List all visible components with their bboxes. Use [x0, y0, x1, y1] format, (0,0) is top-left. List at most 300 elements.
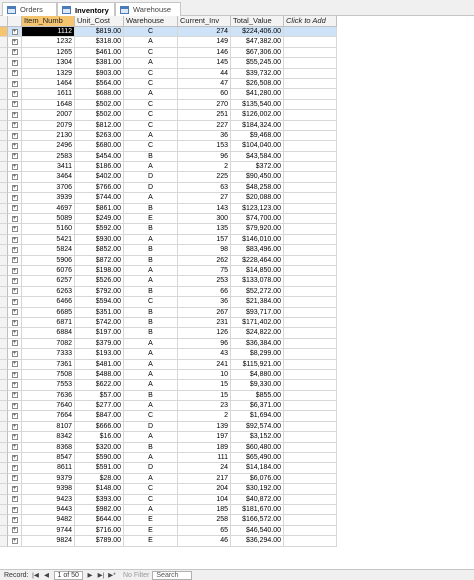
next-record-button[interactable]: ▶ [87, 572, 93, 579]
record-selector[interactable] [0, 287, 8, 297]
cell-item-number[interactable]: 8547 [22, 453, 75, 463]
cell-click-to-add[interactable] [284, 360, 337, 370]
cell-item-number[interactable]: 8107 [22, 422, 75, 432]
cell-total-value[interactable]: $74,700.00 [231, 214, 284, 224]
expand-subdatasheet-button[interactable] [8, 69, 22, 79]
cell-unit-cost[interactable]: $594.00 [75, 297, 124, 307]
expand-subdatasheet-button[interactable] [8, 526, 22, 536]
cell-item-number[interactable]: 6466 [22, 297, 75, 307]
cell-warehouse[interactable]: C [124, 69, 178, 79]
cell-unit-cost[interactable]: $28.00 [75, 474, 124, 484]
record-selector[interactable] [0, 131, 8, 141]
cell-current-inv[interactable]: 135 [178, 224, 231, 234]
expand-subdatasheet-button[interactable] [8, 245, 22, 255]
cell-item-number[interactable]: 6884 [22, 328, 75, 338]
cell-unit-cost[interactable]: $903.00 [75, 69, 124, 79]
cell-click-to-add[interactable] [284, 453, 337, 463]
record-selector[interactable] [0, 162, 8, 172]
record-selector[interactable] [0, 48, 8, 58]
cell-click-to-add[interactable] [284, 308, 337, 318]
cell-item-number[interactable]: 5421 [22, 235, 75, 245]
table-row[interactable] [0, 318, 337, 328]
cell-warehouse[interactable]: B [124, 318, 178, 328]
cell-item-number[interactable]: 3464 [22, 172, 75, 182]
select-all-corner[interactable] [0, 16, 8, 27]
cell-unit-cost[interactable]: $852.00 [75, 245, 124, 255]
table-row[interactable] [0, 411, 337, 421]
cell-warehouse[interactable]: A [124, 162, 178, 172]
expand-subdatasheet-button[interactable] [8, 401, 22, 411]
record-selector[interactable] [0, 463, 8, 473]
cell-click-to-add[interactable] [284, 422, 337, 432]
cell-current-inv[interactable]: 274 [178, 27, 231, 37]
expand-subdatasheet-button[interactable] [8, 515, 22, 525]
cell-click-to-add[interactable] [284, 204, 337, 214]
cell-current-inv[interactable]: 36 [178, 131, 231, 141]
cell-unit-cost[interactable]: $148.00 [75, 484, 124, 494]
cell-click-to-add[interactable] [284, 474, 337, 484]
cell-click-to-add[interactable] [284, 193, 337, 203]
table-row[interactable] [0, 89, 337, 99]
record-selector[interactable] [0, 110, 8, 120]
cell-warehouse[interactable]: C [124, 79, 178, 89]
record-selector[interactable] [0, 453, 8, 463]
table-row[interactable] [0, 484, 337, 494]
column-header-total-value[interactable]: Total_Value [231, 16, 284, 27]
cell-item-number[interactable]: 6257 [22, 276, 75, 286]
cell-current-inv[interactable]: 46 [178, 536, 231, 546]
expand-subdatasheet-button[interactable] [8, 453, 22, 463]
cell-unit-cost[interactable]: $193.00 [75, 349, 124, 359]
cell-total-value[interactable]: $146,010.00 [231, 235, 284, 245]
expand-subdatasheet-button[interactable] [8, 37, 22, 47]
cell-current-inv[interactable]: 300 [178, 214, 231, 224]
cell-click-to-add[interactable] [284, 58, 337, 68]
cell-warehouse[interactable]: A [124, 193, 178, 203]
cell-item-number[interactable]: 5824 [22, 245, 75, 255]
cell-total-value[interactable]: $6,076.00 [231, 474, 284, 484]
table-row[interactable] [0, 48, 337, 58]
record-selector[interactable] [0, 432, 8, 442]
first-record-button[interactable]: |◀ [32, 572, 39, 579]
cell-total-value[interactable]: $181,670.00 [231, 505, 284, 515]
column-header-item-number[interactable]: Item_Numb [22, 16, 75, 27]
cell-total-value[interactable]: $133,078.00 [231, 276, 284, 286]
record-selector[interactable] [0, 214, 8, 224]
cell-click-to-add[interactable] [284, 287, 337, 297]
cell-unit-cost[interactable]: $502.00 [75, 100, 124, 110]
cell-item-number[interactable]: 7640 [22, 401, 75, 411]
record-selector[interactable] [0, 308, 8, 318]
cell-click-to-add[interactable] [284, 297, 337, 307]
cell-warehouse[interactable]: C [124, 141, 178, 151]
cell-current-inv[interactable]: 98 [178, 245, 231, 255]
table-row[interactable] [0, 505, 337, 515]
cell-warehouse[interactable]: A [124, 339, 178, 349]
cell-warehouse[interactable]: C [124, 495, 178, 505]
cell-click-to-add[interactable] [284, 183, 337, 193]
cell-total-value[interactable]: $171,402.00 [231, 318, 284, 328]
expand-subdatasheet-button[interactable] [8, 484, 22, 494]
cell-total-value[interactable]: $43,584.00 [231, 152, 284, 162]
cell-current-inv[interactable]: 153 [178, 141, 231, 151]
cell-unit-cost[interactable]: $16.00 [75, 432, 124, 442]
cell-item-number[interactable]: 1265 [22, 48, 75, 58]
table-row[interactable] [0, 308, 337, 318]
cell-click-to-add[interactable] [284, 349, 337, 359]
cell-item-number[interactable]: 7664 [22, 411, 75, 421]
cell-total-value[interactable]: $20,088.00 [231, 193, 284, 203]
filter-indicator[interactable]: No Filter [122, 571, 150, 579]
cell-item-number[interactable]: 8342 [22, 432, 75, 442]
expand-subdatasheet-button[interactable] [8, 443, 22, 453]
cell-item-number[interactable]: 6076 [22, 266, 75, 276]
expand-subdatasheet-button[interactable] [8, 172, 22, 182]
cell-unit-cost[interactable]: $688.00 [75, 89, 124, 99]
expand-subdatasheet-button[interactable] [8, 328, 22, 338]
cell-unit-cost[interactable]: $766.00 [75, 183, 124, 193]
expand-subdatasheet-button[interactable] [8, 411, 22, 421]
cell-current-inv[interactable]: 96 [178, 339, 231, 349]
cell-click-to-add[interactable] [284, 89, 337, 99]
cell-unit-cost[interactable]: $57.00 [75, 391, 124, 401]
cell-warehouse[interactable]: A [124, 370, 178, 380]
record-selector[interactable] [0, 422, 8, 432]
expand-subdatasheet-button[interactable] [8, 100, 22, 110]
cell-click-to-add[interactable] [284, 121, 337, 131]
cell-current-inv[interactable]: 189 [178, 443, 231, 453]
table-row[interactable] [0, 37, 337, 47]
table-row[interactable] [0, 380, 337, 390]
cell-click-to-add[interactable] [284, 214, 337, 224]
cell-click-to-add[interactable] [284, 69, 337, 79]
record-selector[interactable] [0, 172, 8, 182]
cell-current-inv[interactable]: 60 [178, 89, 231, 99]
cell-unit-cost[interactable]: $454.00 [75, 152, 124, 162]
table-row[interactable] [0, 287, 337, 297]
cell-unit-cost[interactable]: $982.00 [75, 505, 124, 515]
cell-current-inv[interactable]: 231 [178, 318, 231, 328]
record-selector[interactable] [0, 152, 8, 162]
cell-click-to-add[interactable] [284, 256, 337, 266]
cell-warehouse[interactable]: A [124, 58, 178, 68]
cell-total-value[interactable]: $52,272.00 [231, 287, 284, 297]
record-selector[interactable] [0, 297, 8, 307]
expand-subdatasheet-button[interactable] [8, 256, 22, 266]
expand-subdatasheet-button[interactable] [8, 432, 22, 442]
expand-subdatasheet-button[interactable] [8, 276, 22, 286]
cell-warehouse[interactable]: A [124, 89, 178, 99]
record-selector[interactable] [0, 370, 8, 380]
cell-total-value[interactable]: $135,540.00 [231, 100, 284, 110]
cell-unit-cost[interactable]: $461.00 [75, 48, 124, 58]
cell-unit-cost[interactable]: $622.00 [75, 380, 124, 390]
record-selector[interactable] [0, 69, 8, 79]
record-selector[interactable] [0, 121, 8, 131]
cell-current-inv[interactable]: 66 [178, 287, 231, 297]
expand-subdatasheet-button[interactable] [8, 349, 22, 359]
table-row[interactable] [0, 110, 337, 120]
cell-click-to-add[interactable] [284, 37, 337, 47]
cell-total-value[interactable]: $115,921.00 [231, 360, 284, 370]
cell-unit-cost[interactable]: $488.00 [75, 370, 124, 380]
record-selector[interactable] [0, 27, 8, 37]
cell-total-value[interactable]: $83,496.00 [231, 245, 284, 255]
expand-subdatasheet-button[interactable] [8, 318, 22, 328]
cell-click-to-add[interactable] [284, 266, 337, 276]
record-selector[interactable] [0, 276, 8, 286]
record-selector[interactable] [0, 193, 8, 203]
cell-unit-cost[interactable]: $644.00 [75, 515, 124, 525]
cell-total-value[interactable]: $67,306.00 [231, 48, 284, 58]
expand-subdatasheet-button[interactable] [8, 121, 22, 131]
record-selector[interactable] [0, 318, 8, 328]
cell-total-value[interactable]: $79,920.00 [231, 224, 284, 234]
cell-click-to-add[interactable] [284, 401, 337, 411]
cell-total-value[interactable]: $30,192.00 [231, 484, 284, 494]
table-row[interactable] [0, 495, 337, 505]
cell-warehouse[interactable]: D [124, 422, 178, 432]
table-row[interactable] [0, 526, 337, 536]
cell-unit-cost[interactable]: $379.00 [75, 339, 124, 349]
cell-total-value[interactable]: $3,152.00 [231, 432, 284, 442]
cell-unit-cost[interactable]: $320.00 [75, 443, 124, 453]
table-row[interactable] [0, 422, 337, 432]
cell-current-inv[interactable]: 126 [178, 328, 231, 338]
table-row[interactable] [0, 152, 337, 162]
record-selector[interactable] [0, 235, 8, 245]
expand-subdatasheet-button[interactable] [8, 495, 22, 505]
table-row[interactable] [0, 121, 337, 131]
cell-current-inv[interactable]: 2 [178, 411, 231, 421]
cell-total-value[interactable]: $1,694.00 [231, 411, 284, 421]
cell-warehouse[interactable]: C [124, 100, 178, 110]
expand-subdatasheet-button[interactable] [8, 391, 22, 401]
table-row[interactable] [0, 256, 337, 266]
expand-subdatasheet-button[interactable] [8, 162, 22, 172]
cell-unit-cost[interactable]: $744.00 [75, 193, 124, 203]
cell-total-value[interactable]: $92,574.00 [231, 422, 284, 432]
cell-warehouse[interactable]: A [124, 432, 178, 442]
cell-total-value[interactable]: $48,258.00 [231, 183, 284, 193]
cell-warehouse[interactable]: A [124, 505, 178, 515]
cell-click-to-add[interactable] [284, 235, 337, 245]
cell-unit-cost[interactable]: $591.00 [75, 463, 124, 473]
record-selector[interactable] [0, 526, 8, 536]
table-row[interactable] [0, 69, 337, 79]
cell-click-to-add[interactable] [284, 370, 337, 380]
cell-unit-cost[interactable]: $351.00 [75, 308, 124, 318]
cell-current-inv[interactable]: 149 [178, 37, 231, 47]
record-selector[interactable] [0, 515, 8, 525]
cell-item-number[interactable]: 2130 [22, 131, 75, 141]
cell-item-number[interactable]: 3411 [22, 162, 75, 172]
expand-subdatasheet-button[interactable] [8, 370, 22, 380]
cell-unit-cost[interactable]: $592.00 [75, 224, 124, 234]
cell-click-to-add[interactable] [284, 380, 337, 390]
cell-total-value[interactable]: $36,384.00 [231, 339, 284, 349]
cell-total-value[interactable]: $184,324.00 [231, 121, 284, 131]
cell-warehouse[interactable]: A [124, 401, 178, 411]
expand-subdatasheet-button[interactable] [8, 214, 22, 224]
cell-item-number[interactable]: 9744 [22, 526, 75, 536]
record-selector[interactable] [0, 380, 8, 390]
cell-click-to-add[interactable] [284, 328, 337, 338]
cell-warehouse[interactable]: D [124, 183, 178, 193]
cell-unit-cost[interactable]: $481.00 [75, 360, 124, 370]
cell-unit-cost[interactable]: $502.00 [75, 110, 124, 120]
cell-current-inv[interactable]: 217 [178, 474, 231, 484]
record-selector[interactable] [0, 443, 8, 453]
table-row[interactable] [0, 360, 337, 370]
table-row[interactable] [0, 432, 337, 442]
cell-unit-cost[interactable]: $680.00 [75, 141, 124, 151]
table-row[interactable] [0, 27, 337, 37]
cell-warehouse[interactable]: C [124, 297, 178, 307]
cell-unit-cost[interactable]: $393.00 [75, 495, 124, 505]
cell-total-value[interactable]: $14,184.00 [231, 463, 284, 473]
cell-warehouse[interactable]: E [124, 536, 178, 546]
cell-current-inv[interactable]: 139 [178, 422, 231, 432]
cell-total-value[interactable]: $224,406.00 [231, 27, 284, 37]
cell-current-inv[interactable]: 44 [178, 69, 231, 79]
table-row[interactable] [0, 276, 337, 286]
cell-warehouse[interactable]: A [124, 276, 178, 286]
table-row[interactable] [0, 328, 337, 338]
cell-warehouse[interactable]: A [124, 380, 178, 390]
cell-current-inv[interactable]: 253 [178, 276, 231, 286]
record-selector[interactable] [0, 141, 8, 151]
column-header-unit-cost[interactable]: Unit_Cost [75, 16, 124, 27]
cell-click-to-add[interactable] [284, 484, 337, 494]
cell-total-value[interactable]: $41,280.00 [231, 89, 284, 99]
cell-click-to-add[interactable] [284, 318, 337, 328]
record-selector[interactable] [0, 391, 8, 401]
cell-total-value[interactable]: $123,123.00 [231, 204, 284, 214]
cell-current-inv[interactable]: 96 [178, 152, 231, 162]
cell-current-inv[interactable]: 197 [178, 432, 231, 442]
cell-unit-cost[interactable]: $198.00 [75, 266, 124, 276]
cell-click-to-add[interactable] [284, 495, 337, 505]
record-selector[interactable] [0, 536, 8, 546]
cell-item-number[interactable]: 2007 [22, 110, 75, 120]
cell-warehouse[interactable]: A [124, 37, 178, 47]
record-selector[interactable] [0, 360, 8, 370]
cell-unit-cost[interactable]: $381.00 [75, 58, 124, 68]
cell-total-value[interactable]: $9,468.00 [231, 131, 284, 141]
cell-click-to-add[interactable] [284, 224, 337, 234]
table-row[interactable] [0, 463, 337, 473]
cell-current-inv[interactable]: 23 [178, 401, 231, 411]
cell-warehouse[interactable]: E [124, 214, 178, 224]
cell-item-number[interactable]: 1611 [22, 89, 75, 99]
table-row[interactable] [0, 79, 337, 89]
cell-total-value[interactable]: $14,850.00 [231, 266, 284, 276]
cell-item-number[interactable]: 2583 [22, 152, 75, 162]
cell-warehouse[interactable]: C [124, 484, 178, 494]
cell-current-inv[interactable]: 241 [178, 360, 231, 370]
cell-item-number[interactable]: 7553 [22, 380, 75, 390]
record-selector[interactable] [0, 256, 8, 266]
expand-subdatasheet-button[interactable] [8, 536, 22, 546]
tab-inventory[interactable] [57, 2, 115, 17]
cell-warehouse[interactable]: A [124, 360, 178, 370]
cell-warehouse[interactable]: C [124, 48, 178, 58]
tab-warehouse[interactable] [115, 2, 181, 16]
cell-warehouse[interactable]: B [124, 256, 178, 266]
cell-item-number[interactable]: 7082 [22, 339, 75, 349]
cell-warehouse[interactable]: B [124, 328, 178, 338]
expand-subdatasheet-button[interactable] [8, 308, 22, 318]
cell-warehouse[interactable]: B [124, 308, 178, 318]
cell-item-number[interactable]: 7361 [22, 360, 75, 370]
table-row[interactable] [0, 235, 337, 245]
cell-click-to-add[interactable] [284, 463, 337, 473]
expand-subdatasheet-button[interactable] [8, 79, 22, 89]
cell-click-to-add[interactable] [284, 515, 337, 525]
cell-current-inv[interactable]: 225 [178, 172, 231, 182]
cell-current-inv[interactable]: 262 [178, 256, 231, 266]
cell-click-to-add[interactable] [284, 100, 337, 110]
cell-unit-cost[interactable]: $742.00 [75, 318, 124, 328]
cell-item-number[interactable]: 1648 [22, 100, 75, 110]
cell-unit-cost[interactable]: $277.00 [75, 401, 124, 411]
record-selector[interactable] [0, 411, 8, 421]
cell-warehouse[interactable]: A [124, 131, 178, 141]
cell-total-value[interactable]: $40,872.00 [231, 495, 284, 505]
cell-warehouse[interactable]: B [124, 245, 178, 255]
column-header-warehouse[interactable]: Warehouse [124, 16, 178, 27]
cell-total-value[interactable]: $46,540.00 [231, 526, 284, 536]
cell-item-number[interactable]: 9423 [22, 495, 75, 505]
tab-orders[interactable] [2, 2, 57, 16]
cell-current-inv[interactable]: 270 [178, 100, 231, 110]
expand-subdatasheet-button[interactable] [8, 505, 22, 515]
previous-record-button[interactable]: ◀ [44, 572, 50, 579]
cell-current-inv[interactable]: 267 [178, 308, 231, 318]
record-selector[interactable] [0, 204, 8, 214]
cell-current-inv[interactable]: 204 [178, 484, 231, 494]
cell-total-value[interactable]: $372.00 [231, 162, 284, 172]
cell-click-to-add[interactable] [284, 536, 337, 546]
cell-item-number[interactable]: 5160 [22, 224, 75, 234]
cell-unit-cost[interactable]: $861.00 [75, 204, 124, 214]
cell-current-inv[interactable]: 2 [178, 162, 231, 172]
cell-total-value[interactable]: $93,717.00 [231, 308, 284, 318]
cell-click-to-add[interactable] [284, 432, 337, 442]
expand-subdatasheet-button[interactable] [8, 339, 22, 349]
cell-item-number[interactable]: 6685 [22, 308, 75, 318]
cell-warehouse[interactable]: B [124, 224, 178, 234]
cell-warehouse[interactable]: A [124, 235, 178, 245]
expand-subdatasheet-button[interactable] [8, 474, 22, 484]
cell-click-to-add[interactable] [284, 48, 337, 58]
table-row[interactable] [0, 204, 337, 214]
cell-total-value[interactable]: $36,294.00 [231, 536, 284, 546]
cell-current-inv[interactable]: 15 [178, 391, 231, 401]
cell-item-number[interactable]: 3939 [22, 193, 75, 203]
cell-unit-cost[interactable]: $564.00 [75, 79, 124, 89]
table-row[interactable] [0, 391, 337, 401]
cell-item-number[interactable]: 6871 [22, 318, 75, 328]
table-row[interactable] [0, 183, 337, 193]
table-row[interactable] [0, 453, 337, 463]
cell-current-inv[interactable]: 63 [178, 183, 231, 193]
table-row[interactable] [0, 443, 337, 453]
cell-click-to-add[interactable] [284, 276, 337, 286]
cell-total-value[interactable]: $90,450.00 [231, 172, 284, 182]
cell-total-value[interactable]: $65,490.00 [231, 453, 284, 463]
